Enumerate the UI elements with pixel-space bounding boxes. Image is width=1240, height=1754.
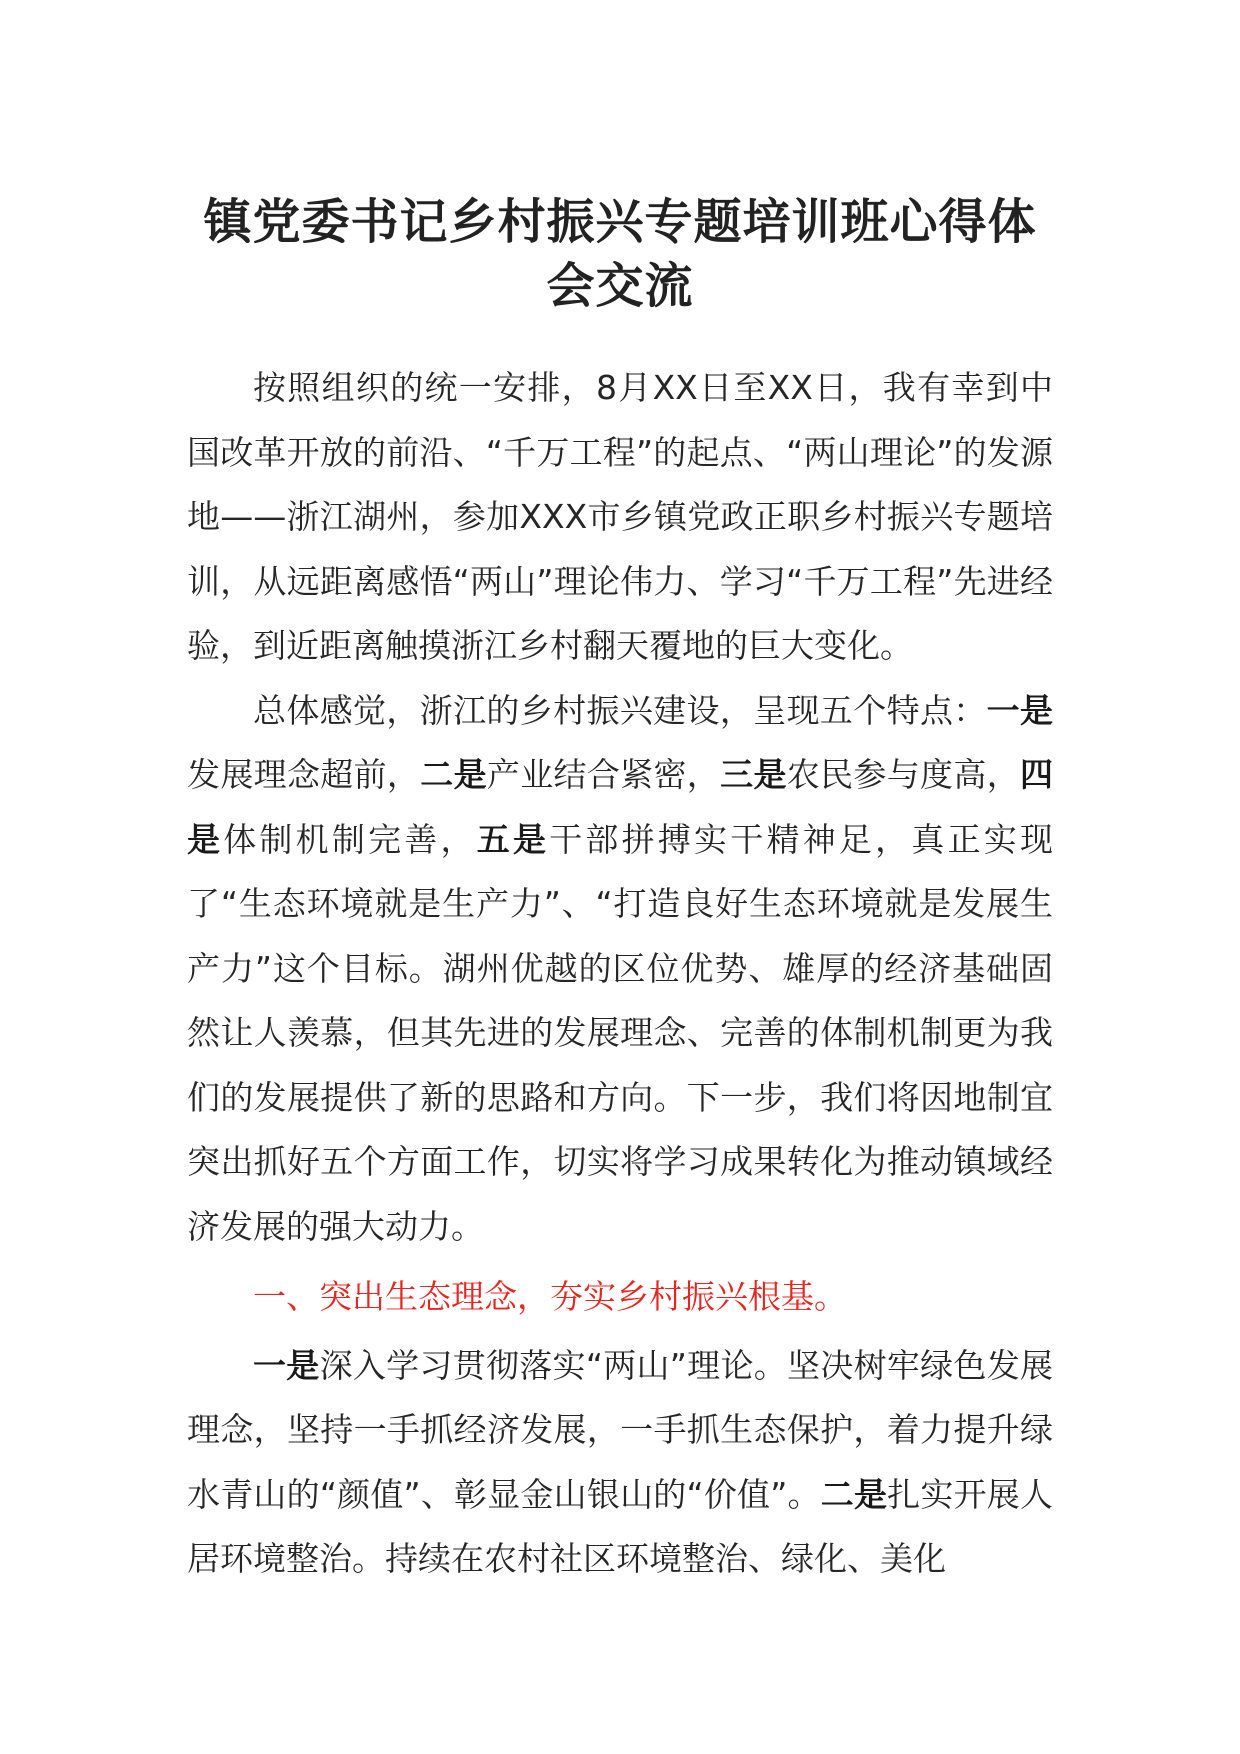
summary-item-1-text: 发展理念超前， <box>187 755 421 794</box>
summary-item-3-text: 农民参与度高， <box>786 755 1021 794</box>
section-1-heading: 一、突出生态理念，夯实乡村振兴根基。 <box>253 1277 847 1316</box>
section-1-point-1-label: 一是 <box>253 1345 320 1385</box>
summary-item-2-text: 产业结合紧密， <box>486 755 721 794</box>
section-1-point-2-text: 扎实开展人居环境整治。持续在农村社区环境整治、绿化、美化 <box>187 1474 1054 1578</box>
section-1-point-1-text: 深入学习贯彻落实“两山”理论。坚决树牢绿色发展理念，坚持一手抓经济发展，一手抓生态保护，着力提升绿水青山的“颜值”、彰显金山银山的“价值”。 <box>187 1345 1054 1514</box>
summary-item-5-text: 干部拼搏实干精神足， <box>549 819 912 859</box>
summary-item-2-label: 二是 <box>420 755 487 794</box>
summary-item-5-label: 五是 <box>476 819 550 859</box>
document-title: 镇党委书记乡村振兴专题培训班心得体会交流 <box>203 194 1037 314</box>
summary-item-3-label: 三是 <box>720 755 787 794</box>
summary-item-4-label: 四是 <box>187 755 1054 859</box>
section-1-point-2-label: 二是 <box>820 1474 888 1514</box>
intro-paragraph: 按照组织的统一安排，8月XX日至XX日，我有幸到中国改革开放的前沿、“千万工程”的起点、“两山理论”的发源地——浙江湖州，参加XXX市乡镇党政正职乡村振兴专题培训，从远距离感悟“两山”理论伟力、学习“千万工程”先进经验，到近距离触摸浙江乡村翻天覆地的巨大变化。 <box>187 368 1053 665</box>
summary-item-1-label: 一是 <box>986 690 1054 730</box>
summary-tail: 真正实现了“生态环境就是生产力”、“打造良好生态环境就是发展生产力”这个目标。湖州优越的区位优势、雄厚的经济基础固然让人羡慕，但其先进的发展理念、完善的体制机制更为我们的发展提供了新的思路和方向。下一步，我们将因地制宜突出抓好五个方面工作，切实将学习成果转化为推动镇域经济发展的强大动力。 <box>187 819 1054 1246</box>
summary-item-4-text: 体制机制完善， <box>223 819 477 859</box>
summary-paragraph <box>187 679 1053 1260</box>
document-page <box>187 190 1053 1592</box>
summary-lead: 总体感觉，浙江的乡村振兴建设，呈现五个特点： <box>253 690 987 730</box>
section-1-paragraph <box>187 1334 1053 1592</box>
